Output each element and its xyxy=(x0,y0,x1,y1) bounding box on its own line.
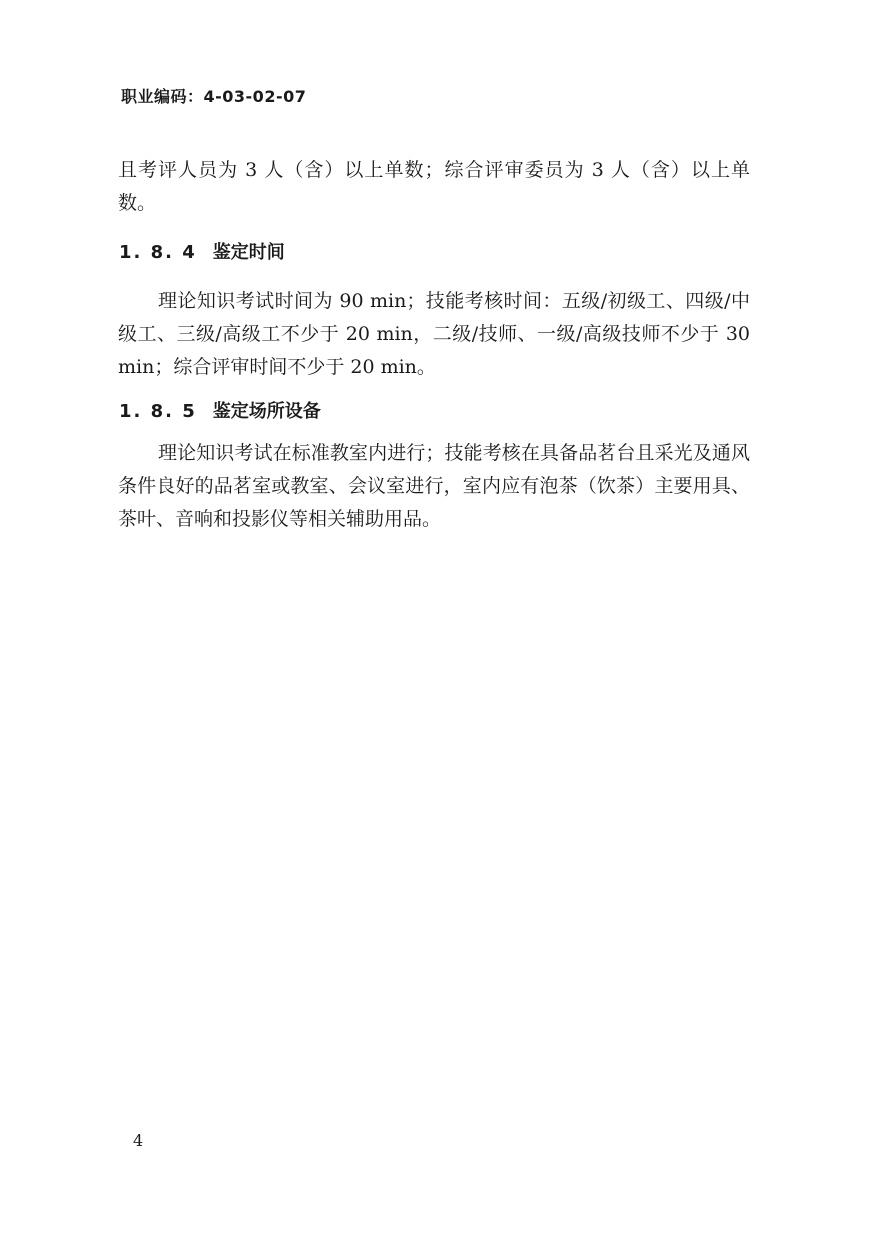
section-number: 1. 8. 5 xyxy=(119,401,197,422)
paragraph-examiner-count: 且考评人员为 3 人（含）以上单数；综合评审委员为 3 人（含）以上单数。 xyxy=(118,159,750,214)
section-title: 鉴定场所设备 xyxy=(212,401,321,422)
section-title: 鉴定时间 xyxy=(212,242,285,263)
paragraph-assessment-time: 理论知识考试时间为 90 min；技能考核时间：五级/初级工、四级/中级工、三级/高级工不少于 20 min，二级/技师、一级/高级技师不少于 30 min；综合评审时间不少于 20 min。 xyxy=(118,290,750,378)
section-number: 1. 8. 4 xyxy=(119,242,197,263)
paragraph-assessment-venue: 理论知识考试在标准教室内进行；技能考核在具备品茗台且采光及通风条件良好的品茗室或教室、会议室进行，室内应有泡茶（饮茶）主要用具、茶叶、音响和投影仪等相关辅助用品。 xyxy=(118,442,750,530)
section-heading-assessment-venue xyxy=(119,397,321,423)
occupation-code-header: 职业编码：4-03-02-07 xyxy=(121,87,307,106)
page-number: 4 xyxy=(133,1131,144,1150)
section-heading-assessment-time xyxy=(119,238,285,264)
